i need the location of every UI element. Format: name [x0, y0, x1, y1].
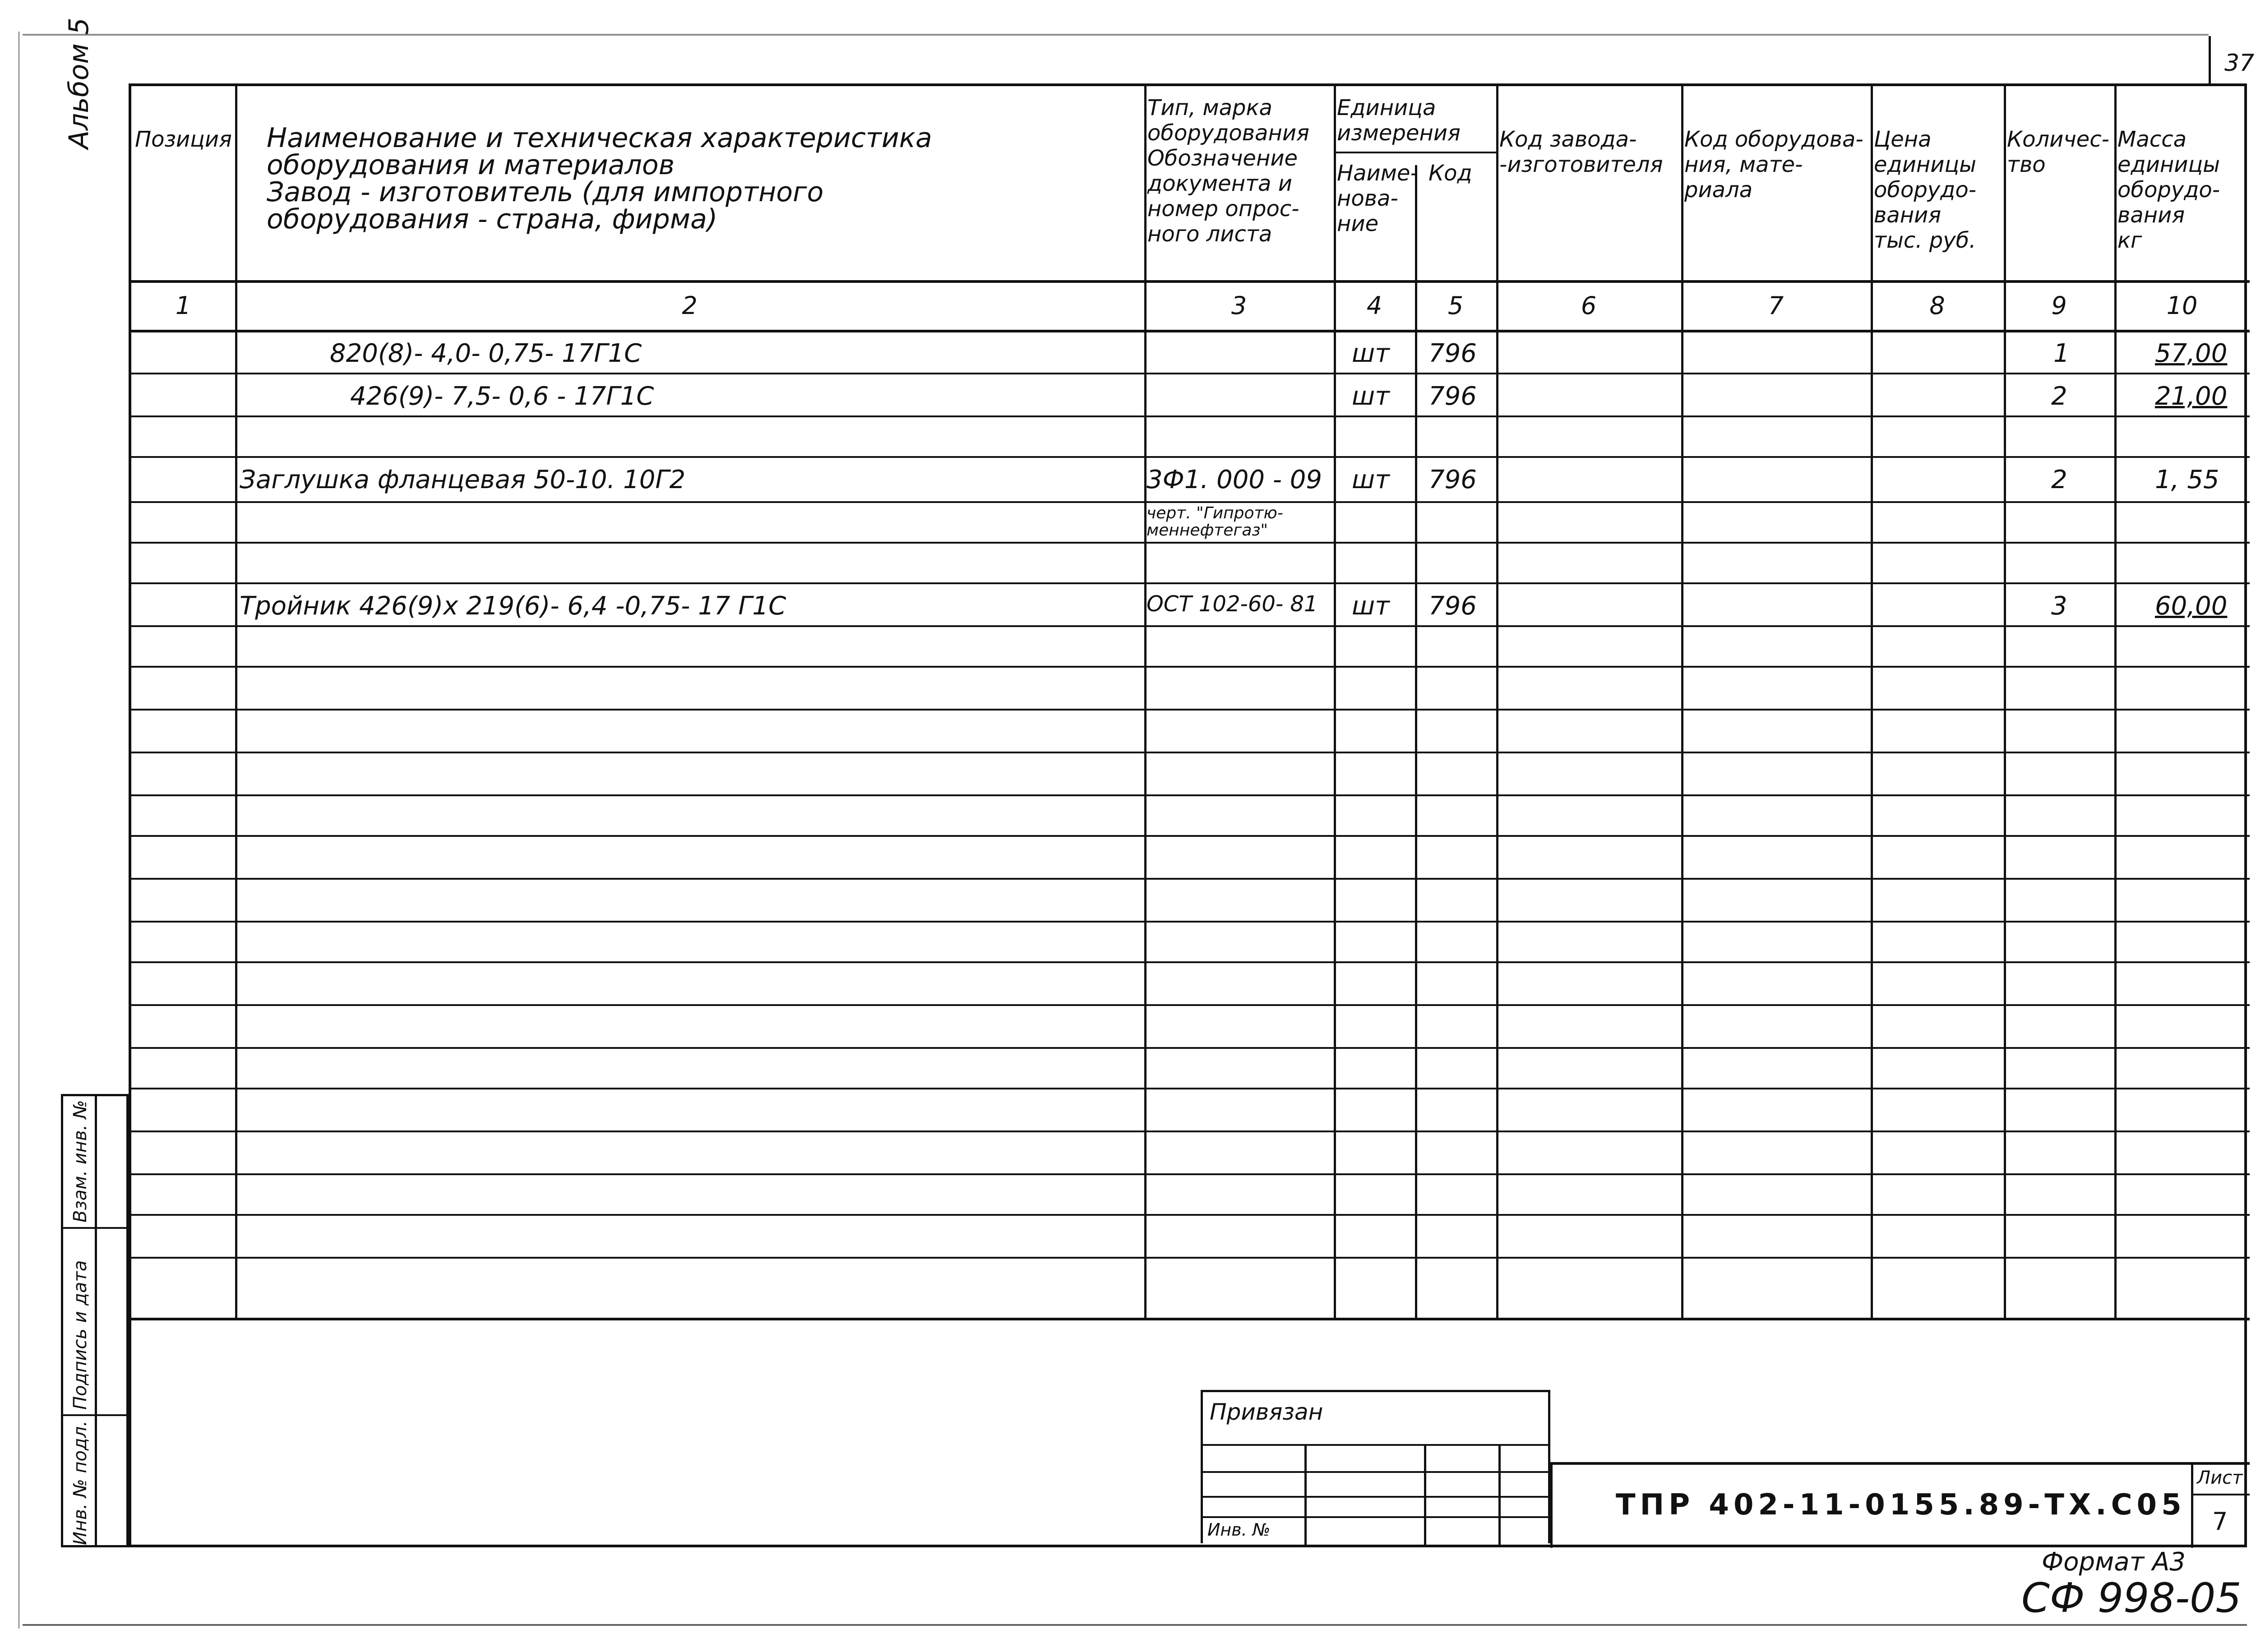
side-stamp-divider	[95, 1096, 97, 1547]
side-label-signature: Подпись и дата	[70, 1260, 91, 1410]
column-number: 10	[2166, 291, 2198, 320]
document-code: ТПР 402-11-0155.89-ТХ.С05	[1616, 1488, 2186, 1522]
row-3-type: 3Ф1. 000 - 09	[1146, 465, 1322, 494]
row-line	[131, 373, 2250, 374]
stamp-inv: Инв. №	[1207, 1520, 1271, 1540]
row-line	[131, 1214, 2250, 1216]
column-number: 5	[1447, 291, 1464, 320]
row-line	[131, 794, 2250, 796]
sheet-label: Лист	[2197, 1467, 2243, 1488]
row-2-name: 426(9)- 7,5- 0,6 - 17Г1С	[350, 382, 654, 411]
header-position: Позиция	[135, 127, 232, 152]
row-line	[131, 878, 2250, 880]
row-line	[131, 709, 2250, 711]
frame-top-line	[23, 34, 2209, 36]
row-line	[131, 752, 2250, 753]
row-1-mass: 57,00	[2155, 339, 2228, 368]
row-3-mass: 1, 55	[2155, 465, 2219, 494]
col-divider-5	[1496, 86, 1498, 1320]
stamp-vline	[1424, 1444, 1426, 1546]
header-unit-code: Код	[1428, 161, 1472, 186]
row-3-name: Заглушка фланцевая 50-10. 10Г2	[240, 465, 686, 494]
col-divider-7	[1871, 86, 1873, 1320]
title-block-sheet-divider	[2191, 1462, 2193, 1548]
row-line	[131, 961, 2250, 963]
row-4-qty: 3	[2051, 591, 2067, 621]
page-number-divider	[2209, 36, 2211, 86]
stamp-line	[1201, 1516, 1550, 1518]
header-price: Цена единицы оборудо- вания тыс. руб.	[1874, 127, 1977, 253]
row-line	[131, 1088, 2250, 1089]
format-label: Формат А3	[2042, 1547, 2186, 1577]
frame-bottom-line	[23, 1624, 2247, 1626]
col-divider-8	[2004, 86, 2006, 1320]
row-line	[131, 835, 2250, 837]
column-number: 8	[1929, 291, 1945, 320]
album-label: Альбом 5	[63, 18, 95, 149]
header-unit-name: Наиме- нова- ние	[1337, 161, 1418, 236]
column-number: 6	[1581, 291, 1597, 320]
table-bottom-line	[131, 1318, 2250, 1320]
row-4-code: 796	[1428, 591, 1477, 621]
header-name: Наименование и техническая характеристика оборудования и материалов Завод - изготовитель (для импортного оборудования - страна, фирма)	[267, 122, 932, 235]
row-1-name: 820(8)- 4,0- 0,75- 17Г1С	[330, 339, 642, 368]
row-4-unit: шт	[1352, 591, 1390, 621]
row-3-qty: 2	[2051, 465, 2067, 494]
column-number: 4	[1366, 291, 1382, 320]
col-divider-4	[1415, 165, 1417, 1320]
column-number: 7	[1768, 291, 1784, 320]
title-block-left	[1550, 1462, 1553, 1548]
row-line	[131, 1173, 2250, 1175]
stamp-line	[1201, 1496, 1550, 1498]
row-line	[131, 501, 2250, 503]
column-number: 9	[2051, 291, 2067, 320]
footer-code: СФ 998-05	[2021, 1574, 2242, 1622]
side-label-inv-podl: Инв. № подл.	[70, 1421, 91, 1545]
col-divider-3	[1334, 86, 1336, 1320]
row-2-code: 796	[1428, 382, 1477, 411]
header-bottom-line	[131, 280, 2250, 283]
col-divider-1	[235, 86, 237, 1320]
row-line	[131, 456, 2250, 458]
row-4-mass: 60,00	[2155, 591, 2228, 621]
header-unit: Единица измерения	[1337, 95, 1461, 146]
side-stamp	[61, 1094, 129, 1547]
page-number: 37	[2224, 50, 2255, 77]
row-4-type: ОСТ 102-60- 81	[1146, 591, 1318, 617]
unit-header-divider	[1334, 152, 1496, 153]
column-number: 1	[175, 291, 191, 320]
row-line	[131, 582, 2250, 584]
title-block-top	[1550, 1462, 2250, 1465]
column-number: 2	[682, 291, 698, 320]
row-2-unit: шт	[1352, 382, 1390, 411]
header-type: Тип, марка оборудования Обозначение документа и номер опрос- ного листа	[1147, 95, 1309, 247]
col-divider-2	[1144, 86, 1146, 1320]
header-quantity: Количес- тво	[2007, 127, 2109, 177]
title-block-sheet-line	[2191, 1494, 2250, 1495]
row-1-code: 796	[1428, 339, 1477, 368]
row-line	[131, 1257, 2250, 1259]
row-line	[131, 921, 2250, 923]
row-line	[131, 542, 2250, 544]
header-equipment-code: Код оборудова- ния, мате- риала	[1684, 127, 1863, 203]
sheet-number: 7	[2212, 1507, 2228, 1536]
row-2-mass: 21,00	[2155, 382, 2228, 411]
stamp-privyazan: Привязан	[1210, 1399, 1323, 1425]
row-1-unit: шт	[1352, 339, 1390, 368]
row-line	[131, 1047, 2250, 1049]
col-divider-6	[1681, 86, 1683, 1320]
row-1-qty: 1	[2053, 339, 2070, 368]
row-3-unit: шт	[1352, 465, 1390, 494]
numbers-row-bottom-line	[131, 330, 2250, 332]
row-line	[131, 415, 2250, 417]
side-stamp-line	[63, 1227, 129, 1229]
side-stamp-line	[63, 1414, 129, 1416]
header-mass: Масса единицы оборудо- вания кг	[2117, 127, 2220, 253]
row-3-code: 796	[1428, 465, 1477, 494]
specification-sheet	[129, 83, 2247, 1547]
row-line	[131, 625, 2250, 627]
stamp-vline	[1304, 1444, 1307, 1546]
col-divider-9	[2114, 86, 2117, 1320]
stamp-vline	[1498, 1444, 1501, 1546]
frame-left-line	[18, 32, 20, 1629]
row-line	[131, 1131, 2250, 1132]
column-number: 3	[1231, 291, 1247, 320]
stamp-line	[1201, 1471, 1550, 1473]
row-4-name: Тройник 426(9)х 219(6)- 6,4 -0,75- 17 Г1С	[240, 591, 786, 621]
row-2-qty: 2	[2051, 382, 2067, 411]
row-line	[131, 1004, 2250, 1006]
stamp-line	[1201, 1444, 1550, 1446]
side-label-vzam: Взам. инв. №	[70, 1100, 91, 1223]
row-line	[131, 666, 2250, 668]
header-factory-code: Код завода- -изготовителя	[1499, 127, 1663, 177]
row-3-type-note: черт. "Гипротю- меннефтегаз"	[1146, 504, 1283, 540]
